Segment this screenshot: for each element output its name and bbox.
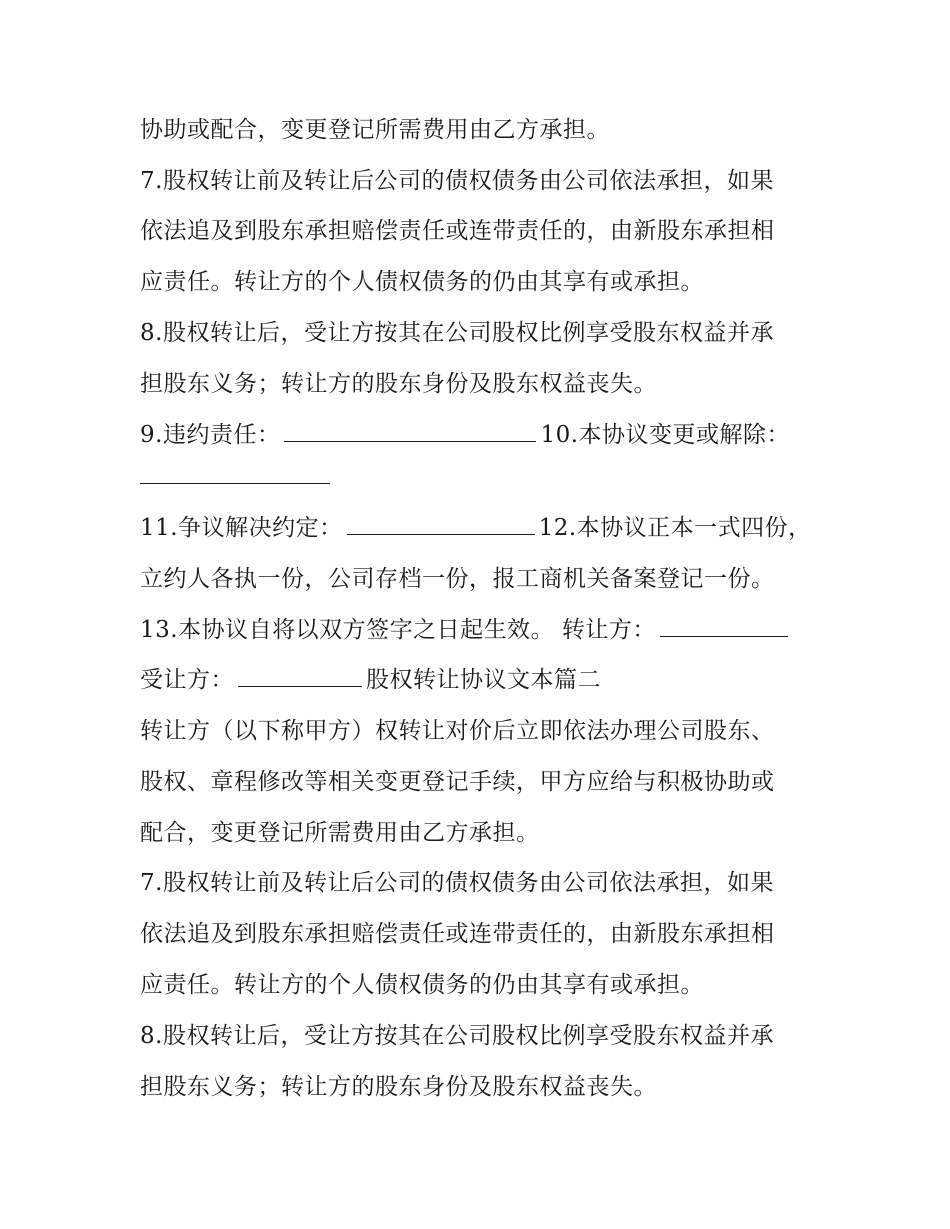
text-line: 转让方（以下称甲方）权转让对价后立即依法办理公司股东、 [140, 718, 775, 744]
blank-field [347, 514, 535, 535]
clause-9-label: 9.违约责任： [140, 422, 281, 448]
text-line: 担股东义务；转让方的股东身份及股东权益丧失。 [140, 1074, 657, 1100]
blank-line [140, 462, 334, 492]
text-line: 依法追及到股东承担赔偿责任或连带责任的，由新股东承担相 [140, 218, 775, 244]
clause-9-line [140, 420, 790, 450]
transferee-label: 受让方： [140, 667, 234, 693]
blank-field [660, 616, 788, 637]
text-line: 应责任。转让方的个人债权债务的仍由其享有或承担。 [140, 972, 704, 998]
text-line: 8.股权转让后，受让方按其在公司股权比例享受股东权益并承 [140, 1023, 774, 1049]
text-line: 7.股权转让前及转让后公司的债权债务由公司依法承担，如果 [140, 168, 774, 194]
section-heading: 股权转让协议文本篇二 [366, 667, 601, 693]
text-line: 配合，变更登记所需费用由乙方承担。 [140, 820, 540, 846]
clause-13-line [140, 615, 792, 645]
transferee-line [140, 665, 601, 695]
text-line: 协助或配合，变更登记所需费用由乙方承担。 [140, 117, 610, 143]
blank-field [140, 463, 330, 484]
text-line: 立约人各执一份，公司存档一份，报工商机关备案登记一份。 [140, 566, 775, 592]
clause-12-label: 12.本协议正本一式四份， [538, 515, 812, 541]
text-line: 担股东义务；转让方的股东身份及股东权益丧失。 [140, 371, 657, 397]
blank-field [284, 421, 536, 442]
clause-11-line [140, 513, 812, 543]
clause-11-label: 11.争议解决约定： [140, 515, 343, 541]
text-line: 依法追及到股东承担赔偿责任或连带责任的，由新股东承担相 [140, 921, 775, 947]
clause-13-label: 13.本协议自将以双方签字之日起生效。 转让方： [140, 617, 656, 643]
text-line: 股权、章程修改等相关变更登记手续，甲方应给与积极协助或 [140, 769, 775, 795]
text-line: 8.股权转让后，受让方按其在公司股权比例享受股东权益并承 [140, 320, 774, 346]
blank-field [238, 666, 362, 687]
text-line: 应责任。转让方的个人债权债务的仍由其享有或承担。 [140, 269, 704, 295]
text-line: 7.股权转让前及转让后公司的债权债务由公司依法承担，如果 [140, 870, 774, 896]
clause-10-label: 10.本协议变更或解除： [540, 422, 791, 448]
